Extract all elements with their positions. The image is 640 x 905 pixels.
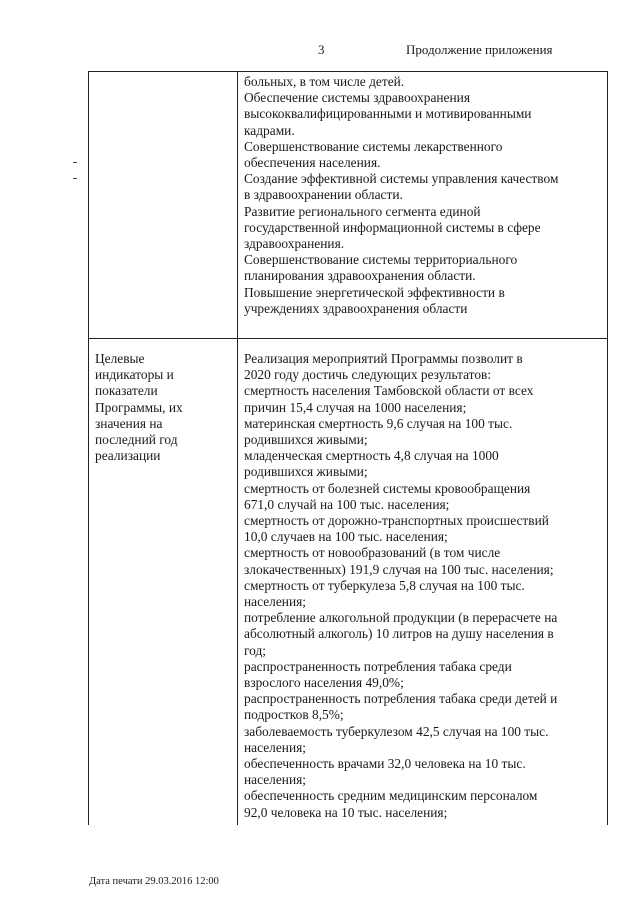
- text-line: учреждениях здравоохранения области: [244, 300, 468, 316]
- text-line: Реализация мероприятий Программы позволит в: [244, 351, 523, 366]
- text-line: Программы, их: [95, 399, 183, 415]
- text-line: последний год: [95, 432, 178, 448]
- text-line: значения на: [95, 415, 163, 431]
- table-row: [89, 339, 608, 825]
- text-line: планирования здравоохранения области.: [244, 268, 476, 284]
- text-line: родившихся живыми;: [244, 464, 368, 480]
- text-line: высококвалифицированными и мотивированными: [244, 106, 532, 122]
- text-line: кадрами.: [244, 122, 295, 138]
- text-line: смертность от болезней системы кровообращения: [244, 480, 531, 496]
- text-line: Целевые: [95, 351, 145, 366]
- text-line: Совершенствование системы лекарственного: [244, 138, 503, 154]
- text-line: государственной информационной системы в сфере: [244, 219, 541, 235]
- row-content-cell: [238, 72, 608, 339]
- row-label-cell: [89, 72, 238, 339]
- text-line: 92,0 человека на 10 тыс. населения;: [244, 804, 448, 820]
- print-date: Дата печати 29.03.2016 12:00: [89, 876, 219, 887]
- text-line: смертность от туберкулеза 5,8 случая на 100 тыс.: [244, 577, 525, 593]
- text-line: Обеспечение системы здравоохранения: [244, 90, 470, 106]
- text-line: обеспеченность врачами 32,0 человека на 10 тыс.: [244, 756, 526, 772]
- text-line: причин 15,4 случая на 1000 населения;: [244, 399, 467, 415]
- page-number: 3: [318, 42, 325, 57]
- text-line: потребление алкогольной продукции (в перерасчете на: [244, 610, 558, 626]
- text-line: населения;: [244, 739, 306, 755]
- margin-mark: [73, 162, 77, 163]
- row-content-cell: [238, 339, 608, 825]
- text-line: 10,0 случаев на 100 тыс. населения;: [244, 529, 448, 545]
- text-line: распространенность потребления табака среди детей и: [244, 691, 558, 707]
- text-line: населения;: [244, 594, 306, 610]
- text-line: родившихся живыми;: [244, 432, 368, 448]
- text-line: младенческая смертность 4,8 случая на 1000: [244, 448, 499, 464]
- text-line: год;: [244, 642, 267, 658]
- text-line: Создание эффективной системы управления качеством: [244, 171, 559, 187]
- text-line: смертность от дорожно-транспортных происшествий: [244, 513, 549, 529]
- text-line: материнская смертность 9,6 случая на 100 тыс.: [244, 415, 513, 431]
- text-line: здравоохранения.: [244, 236, 345, 252]
- text-line: взрослого населения 49,0%;: [244, 675, 404, 691]
- text-line: в здравоохранении области.: [244, 187, 403, 203]
- text-line: индикаторы и: [95, 367, 174, 383]
- text-line: показатели: [95, 383, 158, 399]
- text-line: подростков 8,5%;: [244, 707, 344, 723]
- text-line: 671,0 случай на 100 тыс. населения;: [244, 496, 450, 512]
- text-line: абсолютный алкоголь) 10 литров на душу населения в: [244, 626, 554, 642]
- table-row: [89, 72, 608, 339]
- text-line: обеспечения населения.: [244, 155, 381, 171]
- text-line: реализации: [95, 448, 161, 464]
- text-line: больных, в том числе детей.: [244, 74, 405, 89]
- text-line: заболеваемость туберкулезом 42,5 случая на 100 тыс.: [244, 723, 549, 739]
- text-line: смертность от новообразований (в том числе: [244, 545, 501, 561]
- row-label-cell: [89, 339, 238, 825]
- text-line: населения;: [244, 772, 306, 788]
- text-line: смертность населения Тамбовской области от всех: [244, 383, 534, 399]
- text-line: Совершенствование системы территориального: [244, 252, 518, 268]
- passport-table: [88, 71, 608, 825]
- text-line: Развитие регионального сегмента единой: [244, 203, 481, 219]
- margin-mark: [73, 178, 77, 179]
- text-line: Повышение энергетической эффективности в: [244, 284, 505, 300]
- text-line: распространенность потребления табака среди: [244, 658, 512, 674]
- text-line: 2020 году достичь следующих результатов:: [244, 367, 492, 383]
- text-line: злокачественных) 191,9 случая на 100 тыс. населения;: [244, 561, 554, 577]
- text-line: обеспеченность средним медицинским персоналом: [244, 788, 538, 804]
- continuation-label: Продолжение приложения: [406, 42, 553, 57]
